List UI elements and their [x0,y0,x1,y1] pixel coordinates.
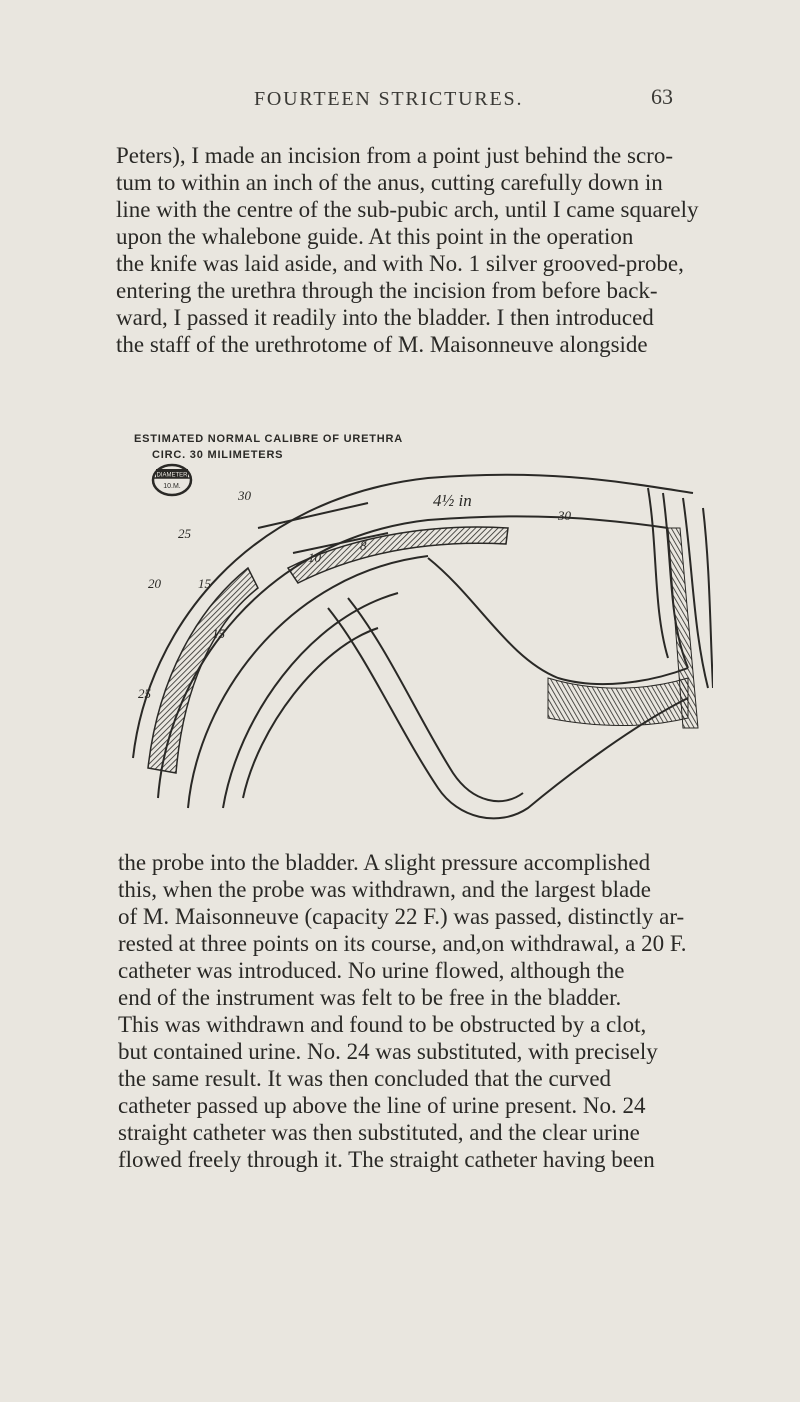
calibre-label: 15 [212,626,225,641]
page-number: 63 [651,84,673,109]
text-line: This was withdrawn and found to be obstructed by a clot, [118,1012,647,1037]
calibre-label: 15 [198,576,211,591]
text-line: but contained urine. No. 24 was substituted, with precisely [118,1039,658,1064]
text-line: upon the whalebone guide. At this point in the operation [116,224,634,249]
urethra-wall-right [548,678,688,726]
urethra-calibre-figure [128,428,713,838]
diameter-badge [153,465,191,495]
text-line: this, when the probe was withdrawn, and the largest blade [118,877,651,902]
text-line: flowed freely through it. The straight catheter having been [118,1147,655,1172]
text-line: end of the instrument was felt to be free in the bladder. [118,985,622,1010]
calibre-label: 25 [178,526,191,541]
text-line: ward, I passed it readily into the bladder. I then introduced [116,305,654,330]
text-line: catheter was introduced. No urine flowed, although the [118,958,625,983]
text-line: entering the urethra through the incision from before back- [116,278,658,303]
calibre-label: 10 [308,550,321,565]
text-line: rested at three points on its course, and,on withdrawal, a 20 F. [118,931,687,956]
calibre-label: 30 [238,488,251,503]
text-line: line with the centre of the sub-pubic arch, until I came squarely [116,197,699,222]
running-title: FOURTEEN STRICTURES. [254,88,524,110]
text-line: the knife was laid aside, and with No. 1 silver grooved-probe, [116,251,684,276]
figure-caption-line1: ESTIMATED NORMAL CALIBRE OF URETHRA [134,433,403,445]
length-label: 4½ in [433,491,472,510]
text-line: of M. Maisonneuve (capacity 22 F.) was passed, distinctly ar- [118,904,685,929]
calibre-label: 30 [558,508,571,523]
text-line: the probe into the bladder. A slight pressure accomplished [118,850,651,875]
text-line: catheter passed up above the line of urine present. No. 24 [118,1093,646,1118]
badge-top-label: DIAMETER [156,472,188,479]
urethra-wall-top [288,527,508,583]
urethra-diagram [128,428,713,838]
badge-bottom-label: 10.M. [163,483,181,490]
text-line: the same result. It was then concluded that the curved [118,1066,612,1091]
figure-caption-line2: CIRC. 30 MILIMETERS [152,449,284,461]
text-line: tum to within an inch of the anus, cutting carefully down in [116,170,663,195]
calibre-label: 8 [360,538,367,553]
text-line: the staff of the urethrotome of M. Maisonneuve alongside [116,332,648,357]
text-line: Peters), I made an incision from a point just behind the scro- [116,143,673,168]
calibre-label: 25 [138,686,151,701]
running-head [0,84,800,114]
text-line: straight catheter was then substituted, and the clear urine [118,1120,640,1145]
calibre-label: 20 [148,576,161,591]
urethra-outline [133,472,693,808]
